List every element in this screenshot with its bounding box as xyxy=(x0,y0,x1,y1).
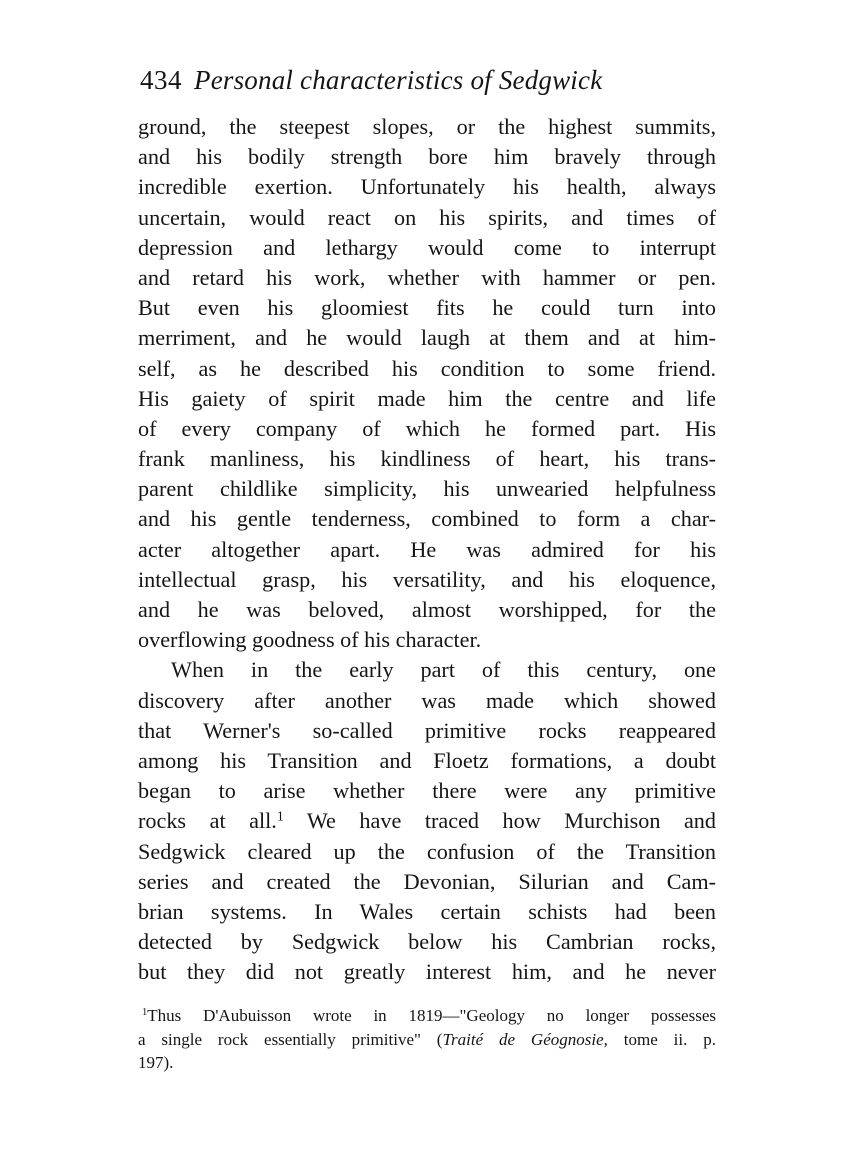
text-line: began to arise whether there were any primitive xyxy=(138,778,716,804)
text-line: incredible exertion. Unfortunately his health, always xyxy=(138,174,716,200)
text-line: depression and lethargy would come to interrupt xyxy=(138,234,716,260)
running-head xyxy=(140,60,716,100)
text-line: parent childlike simplicity, his unwearied helpfulness xyxy=(138,476,716,502)
text-line: self, as he described his condition to some friend. xyxy=(138,355,716,381)
book-page xyxy=(138,60,716,1075)
footnote-marker: 1 xyxy=(142,1007,148,1019)
text-line-with-footnote-ref xyxy=(138,806,716,836)
text-line: brian systems. In Wales certain schists had been xyxy=(138,898,716,924)
footnote-text: a single rock essentially primitive" ( xyxy=(138,1029,443,1049)
text-line: frank manliness, his kindliness of heart, his trans- xyxy=(138,446,716,472)
body-text xyxy=(138,112,716,987)
text-line: and his bodily strength bore him bravely through xyxy=(138,144,716,170)
text-line: intellectual grasp, his versatility, and his eloquence, xyxy=(138,566,716,592)
footnote-reference: 1 xyxy=(276,808,284,824)
footnote-text: Thus D'Aubuisson wrote in 1819—"Geology no longer possesses xyxy=(147,1006,716,1026)
text-line: and his gentle tenderness, combined to form a char- xyxy=(138,506,716,532)
text-line: His gaiety of spirit made him the centre and life xyxy=(138,385,716,411)
running-title: Personal characteristics of Sedgwick xyxy=(194,65,603,95)
page-number: 434 xyxy=(140,65,182,95)
text-line: discovery after another was made which showed xyxy=(138,687,716,713)
text-line: Sedgwick cleared up the confusion of the Transition xyxy=(138,838,716,864)
text-line: of every company of which he formed part. His xyxy=(138,415,716,441)
text-line: uncertain, would react on his spirits, and times of xyxy=(138,204,716,230)
footnote xyxy=(138,1004,716,1075)
text-line: detected by Sedgwick below his Cambrian rocks, xyxy=(138,929,716,955)
text-line: among his Transition and Floetz formations, a doubt xyxy=(138,747,716,773)
text-line: acter altogether apart. He was admired for his xyxy=(138,536,716,562)
footnote-text: tome ii. p. xyxy=(607,1029,716,1049)
text-segment: We have traced how Murchison and xyxy=(283,808,716,834)
text-line: merriment, and he would laugh at them and at him- xyxy=(138,325,716,351)
text-line: ground, the steepest slopes, or the highest summits, xyxy=(138,114,716,139)
footnote-line: 197). xyxy=(138,1053,174,1073)
text-segment: rocks at all. xyxy=(138,808,277,834)
text-line: But even his gloomiest fits he could turn into xyxy=(138,295,716,321)
footnote-citation-title: Traité de Géognosie, xyxy=(442,1029,608,1049)
text-line: overflowing goodness of his character. xyxy=(138,627,482,653)
text-line: and he was beloved, almost worshipped, for the xyxy=(138,597,716,622)
footnote-line xyxy=(138,1028,716,1052)
text-line: that Werner's so-called primitive rocks reappeared xyxy=(138,717,716,743)
text-line: and retard his work, whether with hammer or pen. xyxy=(138,264,716,290)
footnote-line xyxy=(138,1004,716,1028)
text-line: but they did not greatly interest him, and he never xyxy=(138,959,716,985)
text-line: series and created the Devonian, Silurian and Cam- xyxy=(138,868,716,894)
paragraph-start-line: When in the early part of this century, one xyxy=(171,657,716,683)
